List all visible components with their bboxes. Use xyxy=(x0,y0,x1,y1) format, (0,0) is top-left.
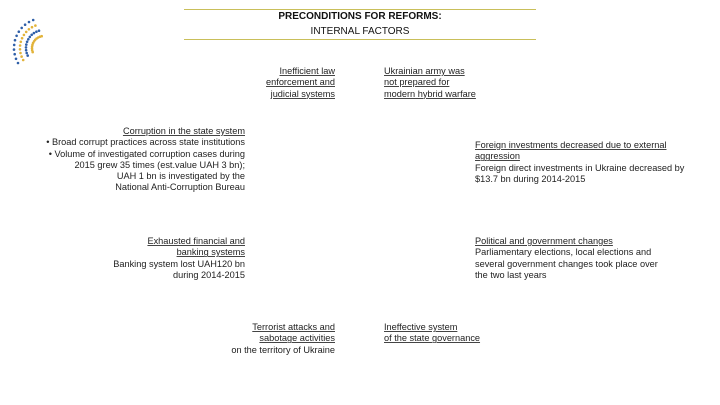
logo-dot xyxy=(21,37,24,40)
logo-dot xyxy=(25,46,28,49)
page-title: PRECONDITIONS FOR REFORMS: xyxy=(278,11,442,22)
factor-law-enforcement xyxy=(266,66,335,100)
logo-dot xyxy=(20,27,23,30)
factor-detail-line: several government changes took place over xyxy=(475,258,658,269)
factor-heading-line: banking systems xyxy=(176,247,245,258)
factor-heading-line: sabotage activities xyxy=(259,333,335,344)
logo-dot xyxy=(30,34,33,37)
logo-dot xyxy=(19,52,22,55)
logo-dot xyxy=(32,19,35,22)
factor-heading-line: Exhausted financial and xyxy=(147,236,245,246)
factor-detail-line: Foreign direct investments in Ukraine decreased by xyxy=(475,162,685,173)
logo-dot xyxy=(23,34,26,37)
factor-detail-line: the two last years xyxy=(475,269,547,280)
factor-heading-line: Ukrainian army was xyxy=(384,66,465,76)
logo-dot xyxy=(22,59,25,62)
factor-army xyxy=(384,66,476,100)
factor-detail-line: • Volume of investigated corruption cases during xyxy=(48,148,245,159)
factor-detail-line: UAH 1 bn is investigated by the xyxy=(116,171,245,182)
factor-foreign-investment xyxy=(475,140,684,185)
logo-dot xyxy=(19,48,22,51)
logo-dot xyxy=(13,48,16,51)
factor-detail-line: • Broad corrupt practices across state institutions xyxy=(46,137,245,148)
factor-heading-line: Inefficient law xyxy=(279,66,335,76)
logo-dot xyxy=(35,30,38,33)
logo-dot xyxy=(25,49,28,52)
factor-heading-line: Foreign investments decreased due to external xyxy=(475,140,667,150)
logo-dot xyxy=(25,31,28,34)
logo-dot xyxy=(38,29,41,32)
factor-heading-line: Ineffective system xyxy=(384,322,458,332)
logo-dot xyxy=(34,24,37,27)
logo-dot xyxy=(18,30,21,33)
factor-heading-line: Terrorist attacks and xyxy=(252,322,335,332)
logo-dot xyxy=(40,35,43,38)
logo-dot xyxy=(29,36,32,39)
logo-dot xyxy=(28,21,31,24)
factor-detail-line: $13.7 bn during 2014-2015 xyxy=(475,173,586,184)
factor-heading-line: Political and government changes xyxy=(475,236,613,246)
factor-heading-line: judicial systems xyxy=(270,88,335,99)
dotted-globe-logo-icon xyxy=(6,8,50,70)
logo-dot xyxy=(31,26,34,29)
factor-heading-line: enforcement and xyxy=(266,77,335,88)
factor-financial xyxy=(113,236,245,281)
logo-dot xyxy=(15,58,18,61)
logo-dot xyxy=(26,41,29,44)
logo-dot xyxy=(24,23,27,26)
factor-detail-line: Parliamentary elections, local elections and xyxy=(475,247,652,258)
factor-heading-line: aggression xyxy=(475,151,520,162)
factor-terrorist xyxy=(231,322,335,356)
factor-detail-line: 2015 grew 35 times (est.value UAH 3 bn); xyxy=(74,159,245,170)
logo-dot xyxy=(27,38,30,41)
logo-dot xyxy=(14,39,17,42)
factor-detail-line: National Anti-Corruption Bureau xyxy=(115,182,245,193)
factor-heading-line: of the state governance xyxy=(384,333,481,344)
factor-heading-line: not prepared for xyxy=(384,77,450,88)
factor-political xyxy=(475,236,658,281)
logo-dot xyxy=(25,43,28,46)
factor-governance xyxy=(384,322,480,345)
logo-dot xyxy=(20,55,23,58)
logo-dot xyxy=(28,28,31,31)
header-bottom-rule xyxy=(184,39,536,40)
factor-heading-line: Corruption in the state system xyxy=(122,126,245,136)
header-top-rule xyxy=(184,9,536,10)
logo-dot xyxy=(19,44,22,47)
factor-detail-line: during 2014-2015 xyxy=(172,269,245,280)
logo-dot xyxy=(15,35,18,38)
logo-dot xyxy=(17,62,20,65)
logo-dot xyxy=(13,53,16,56)
logo-dot xyxy=(33,32,36,35)
logo-dot xyxy=(25,52,28,55)
logo-dot xyxy=(20,41,23,44)
factor-detail-line: on the territory of Ukraine xyxy=(231,344,335,355)
factor-corruption xyxy=(46,126,245,194)
logo-dot xyxy=(26,54,29,57)
logo-dot xyxy=(13,44,16,47)
factor-heading-line: modern hybrid warfare xyxy=(384,88,476,99)
page-subtitle: INTERNAL FACTORS xyxy=(310,26,410,37)
factor-detail-line: Banking system lost UAH120 bn xyxy=(113,258,245,269)
